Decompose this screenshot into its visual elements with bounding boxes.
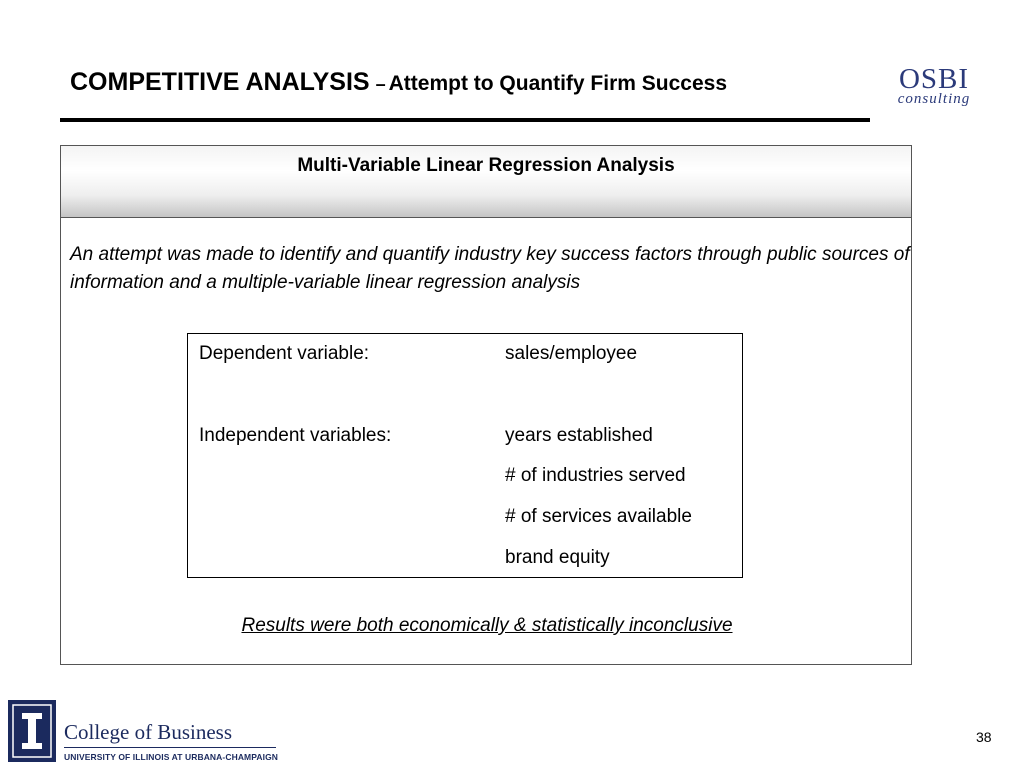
independent-variable-item: years established xyxy=(505,425,653,446)
page-number: 38 xyxy=(976,729,992,745)
osbi-logo-tagline: consulting xyxy=(897,91,971,107)
slide-title xyxy=(70,68,727,97)
dependent-variable-value: sales/employee xyxy=(505,343,638,364)
intro-text: An attempt was made to identify and quantify industry key success factors through public sources of information and a multiple-variable linear regression analysis xyxy=(70,244,910,293)
college-name: College of Business xyxy=(64,720,232,744)
slide-title-subtitle: Attempt to Quantify Firm Success xyxy=(388,72,727,95)
university-name: UNIVERSITY OF ILLINOIS AT URBANA-CHAMPAIGN xyxy=(64,752,279,762)
results-statement: Results were both economically & statistically inconclusive xyxy=(241,615,733,636)
logo-divider xyxy=(64,747,276,748)
osbi-consulting-logo xyxy=(884,64,984,114)
independent-variable-item: brand equity xyxy=(505,547,610,568)
independent-variable-item: # of services available xyxy=(505,506,692,527)
illinois-block-i-icon xyxy=(8,700,56,762)
regression-panel xyxy=(60,145,912,665)
independent-variables-label: Independent variables: xyxy=(199,425,392,446)
dependent-variable-label: Dependent variable: xyxy=(199,343,370,364)
independent-variable-item: # of industries served xyxy=(505,465,686,486)
college-of-business-logo xyxy=(8,700,298,766)
panel-header: Multi-Variable Linear Regression Analysis xyxy=(61,146,911,218)
slide-title-main: COMPETITIVE ANALYSIS xyxy=(70,68,370,96)
variables-box xyxy=(187,333,743,578)
slide-title-separator: – xyxy=(375,74,386,94)
osbi-logo-name: OSBI xyxy=(898,63,970,95)
title-underline-rule xyxy=(60,118,870,122)
